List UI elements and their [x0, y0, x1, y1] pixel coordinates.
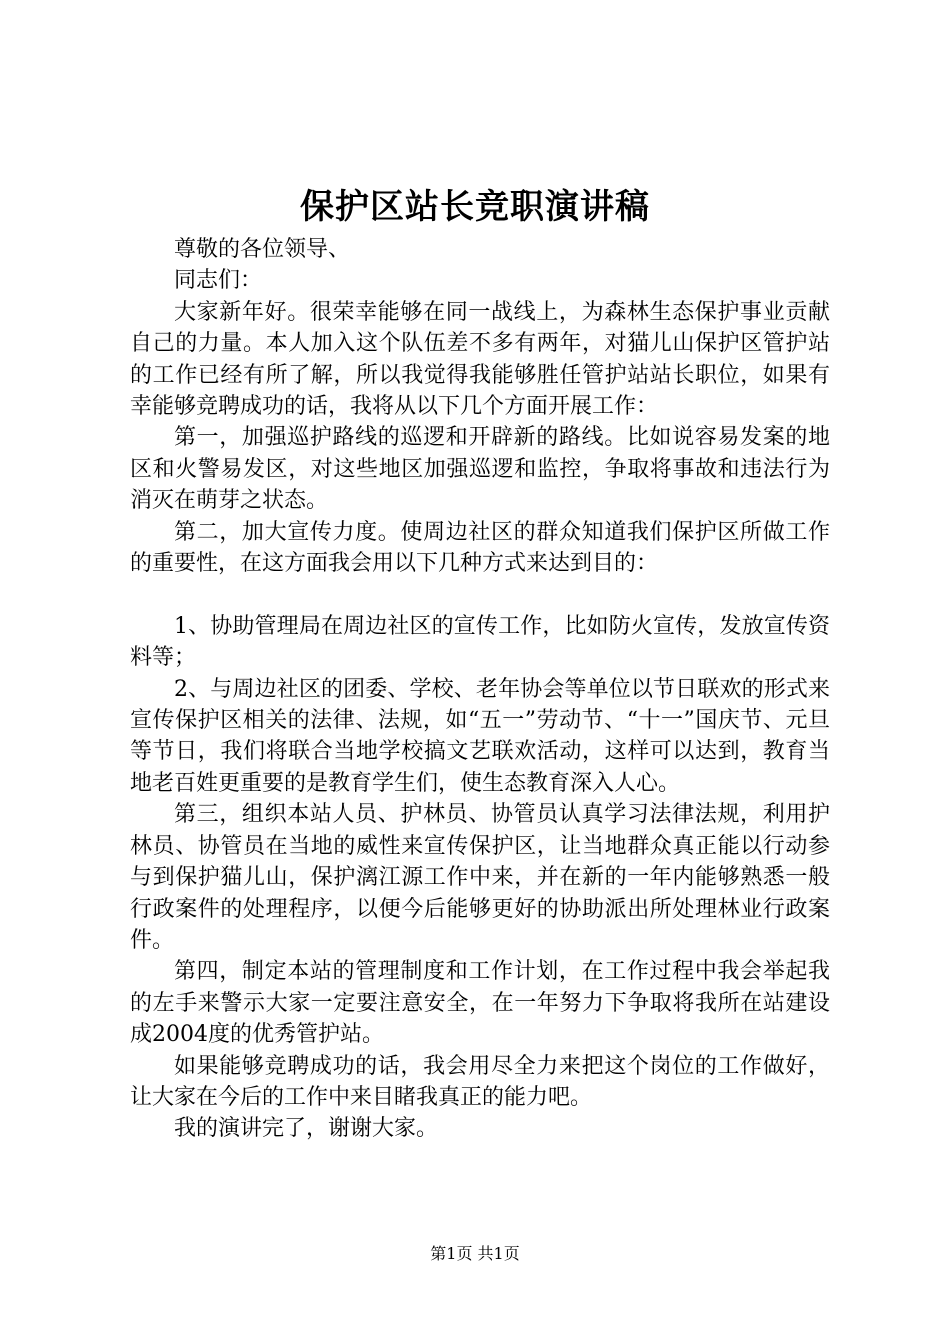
list-item-2: 2、与周边社区的团委、学校、老年协会等单位以节日联欢的形式来宣传保护区相关的法律、法规，如“五一”劳动节、“十一”国庆节、元旦等节日，我们将联合当地学校搞文艺联欢活动，这样可以达到，教育当地老百姓更重要的是教育学生们，使生态教育深入人心。	[130, 676, 830, 796]
salutation-line-2: 同志们：	[174, 268, 263, 294]
paragraph-closing: 如果能够竞聘成功的话，我会用尽全力来把这个岗位的工作做好，让大家在今后的工作中来目睹我真正的能力吧。	[130, 1053, 830, 1110]
paragraph-point-1: 第一，加强巡护路线的巡逻和开辟新的路线。比如说容易发案的地区和火警易发区，对这些地区加强巡逻和监控，争取将事故和违法行为消灭在萌芽之状态。	[130, 425, 830, 514]
paragraph-intro: 大家新年好。很荣幸能够在同一战线上，为森林生态保护事业贡献自己的力量。本人加入这个队伍差不多有两年，对猫儿山保护区管护站的工作已经有所了解，所以我觉得我能够胜任管护站站长职位，如果有幸能够竞聘成功的话，我将从以下几个方面开展工作：	[130, 299, 830, 420]
paragraph-point-3: 第三，组织本站人员、护林员、协管员认真学习法律法规，利用护林员、协管员在当地的威性来宣传保护区，让当地群众真正能以行动参与到保护猫儿山，保护漓江源工作中来，并在新的一年内能够熟悉一般行政案件的处理程序，以便今后能够更好的协助派出所处理林业行政案件。	[130, 802, 830, 953]
paragraph-point-2: 第二，加大宣传力度。使周边社区的群众知道我们保护区所做工作的重要性，在这方面我会用以下几种方式来达到目的：	[130, 519, 830, 577]
list-item-1: 1、协助管理局在周边社区的宣传工作，比如防火宣传，发放宣传资料等；	[130, 613, 830, 671]
paragraph-point-4: 第四，制定本站的管理制度和工作计划，在工作过程中我会举起我的左手来警示大家一定要注意安全，在一年努力下争取将我所在站建设成2004度的优秀管护站。	[130, 959, 830, 1048]
document-title: 保护区站长竞职演讲稿	[300, 187, 650, 227]
paragraph-thanks: 我的演讲完了，谢谢大家。	[174, 1116, 439, 1142]
salutation-line-1: 尊敬的各位领导、	[174, 237, 351, 262]
blank-line	[130, 579, 830, 610]
page-number-footer: 第1页 共1页	[430, 1244, 520, 1263]
document-body	[130, 234, 830, 1145]
